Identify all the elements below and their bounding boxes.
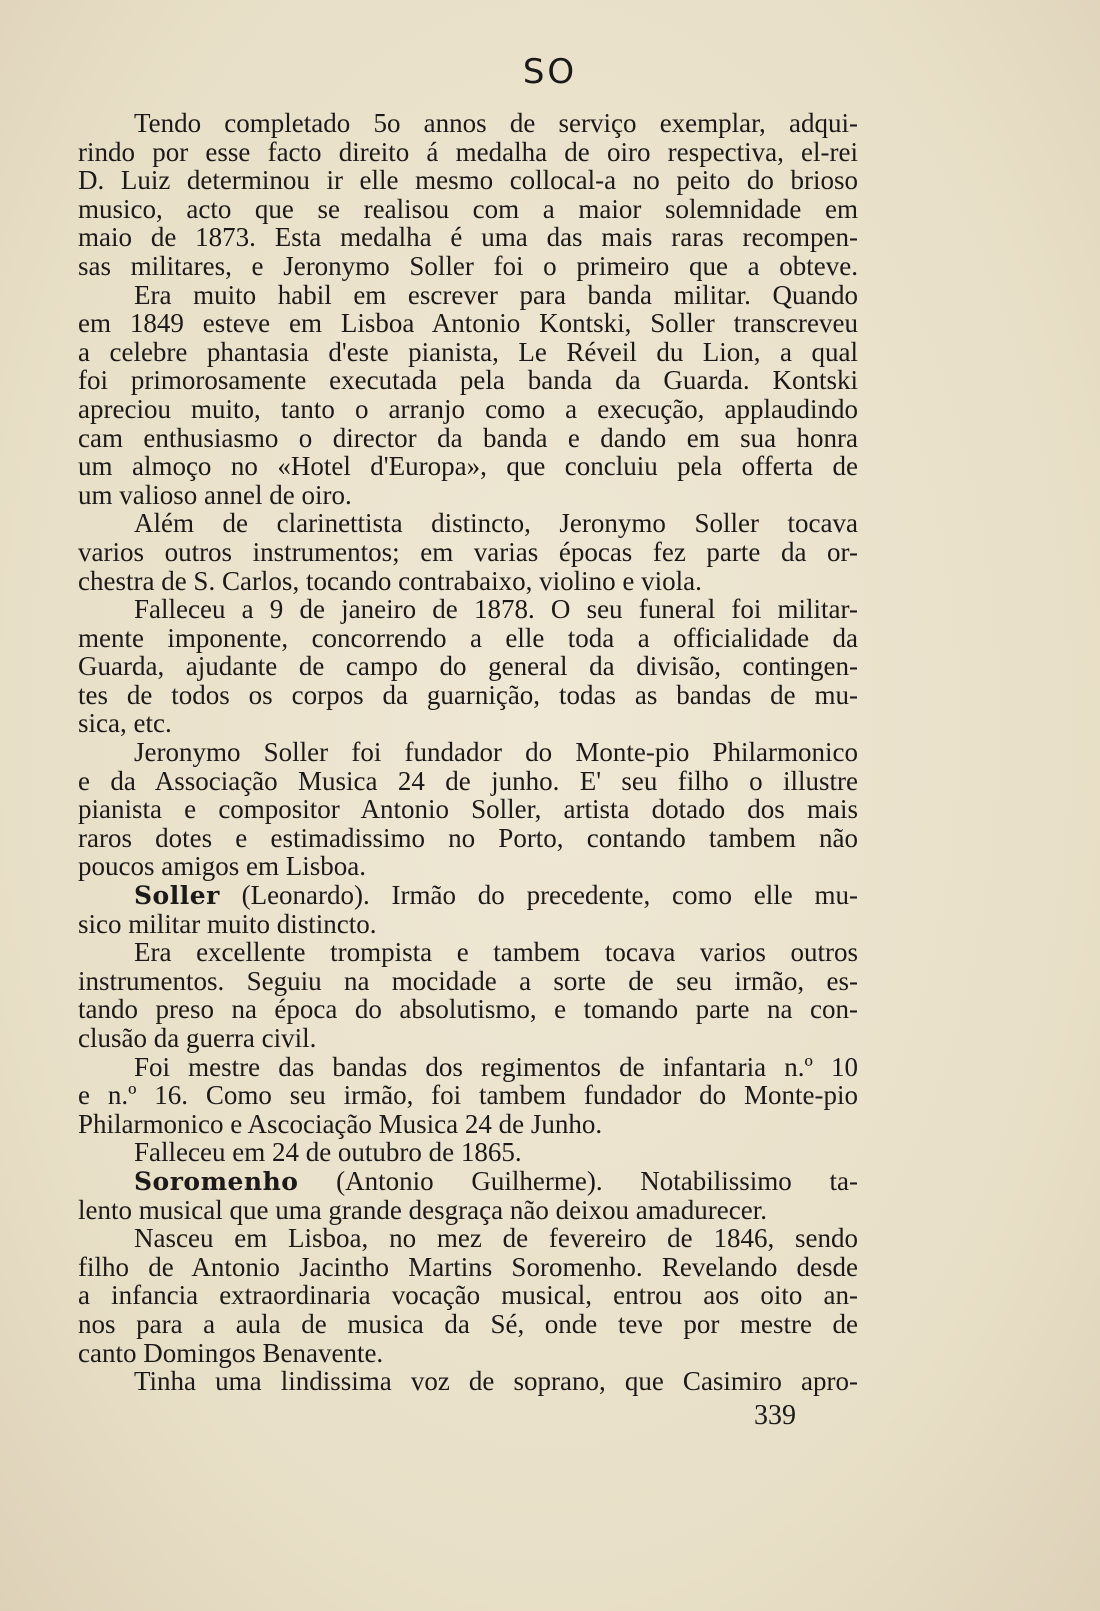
text-line bbox=[78, 1367, 858, 1396]
text-line bbox=[78, 681, 858, 710]
line-text: um valioso annel de oiro. bbox=[78, 479, 352, 510]
text-line bbox=[78, 309, 858, 338]
text-line bbox=[78, 824, 858, 853]
line-text: canto Domingos Benavente. bbox=[78, 1337, 384, 1368]
line-text: Philarmonico e Ascociação Musica 24 de Junho. bbox=[78, 1108, 603, 1139]
text-line bbox=[78, 652, 858, 681]
text-line bbox=[78, 1224, 858, 1253]
line-text: sas militares, e Jeronymo Soller foi o primeiro que a obteve. bbox=[78, 250, 858, 281]
text-line bbox=[78, 538, 858, 567]
text-line bbox=[78, 424, 858, 453]
line-text: sica, etc. bbox=[78, 708, 172, 739]
text-line bbox=[78, 938, 858, 967]
text-line bbox=[78, 709, 858, 738]
line-text: Falleceu a 9 de janeiro de 1878. O seu funeral foi militar- bbox=[134, 594, 858, 625]
line-text: Era muito habil em escrever para banda militar. Quando bbox=[134, 279, 858, 310]
text-line bbox=[78, 338, 858, 367]
text-line bbox=[78, 1281, 858, 1310]
text-line bbox=[78, 1024, 858, 1053]
line-text: Era excellente trompista e tambem tocava varios outros bbox=[134, 937, 858, 968]
line-text: rindo por esse facto direito á medalha de oiro respectiva, el-rei bbox=[78, 136, 858, 167]
text-line bbox=[78, 281, 858, 310]
text-line bbox=[78, 1138, 858, 1167]
text-line bbox=[78, 481, 858, 510]
text-line bbox=[78, 452, 858, 481]
line-text: poucos amigos em Lisboa. bbox=[78, 851, 366, 882]
text-line bbox=[78, 109, 858, 138]
text-line bbox=[78, 795, 858, 824]
line-text: pianista e compositor Antonio Soller, artista dotado dos mais bbox=[78, 794, 858, 825]
line-text: D. Luiz determinou ir elle mesmo collocal-a no peito do brioso bbox=[78, 165, 858, 196]
text-line bbox=[78, 223, 858, 252]
line-text: mente imponente, concorrendo a elle toda a officialidade da bbox=[78, 622, 858, 653]
line-text: Foi mestre das bandas dos regimentos de infantaria n.º 10 bbox=[134, 1051, 858, 1082]
text-line bbox=[78, 595, 858, 624]
line-text: em 1849 esteve em Lisboa Antonio Kontski, Soller transcreveu bbox=[78, 308, 858, 339]
line-text: nos para a aula de musica da Sé, onde teve por mestre de bbox=[78, 1308, 858, 1339]
text-line bbox=[78, 166, 858, 195]
text-line bbox=[78, 395, 858, 424]
line-text: e da Associação Musica 24 de junho. E' seu filho o illustre bbox=[78, 765, 858, 796]
line-text: clusão da guerra civil. bbox=[78, 1023, 317, 1053]
line-text: a infancia extraordinaria vocação musical, entrou aos oito an- bbox=[78, 1280, 858, 1311]
line-text: (Leonardo). Irmão do precedente, como elle mu- bbox=[219, 880, 858, 911]
text-line bbox=[78, 995, 858, 1024]
text-line bbox=[78, 1196, 858, 1225]
line-text: musico, acto que se realisou com a maior solemnidade em bbox=[78, 193, 858, 224]
line-text: raros dotes e estimadissimo no Porto, contando tambem não bbox=[78, 822, 858, 853]
text-line bbox=[78, 852, 858, 881]
page-number: 339 bbox=[754, 1400, 796, 1431]
text-line bbox=[78, 1339, 858, 1368]
line-text: apreciou muito, tanto o arranjo como a execução, applaudindo bbox=[78, 393, 858, 424]
text-line bbox=[78, 252, 858, 281]
line-text: sico militar muito distincto. bbox=[78, 908, 377, 939]
running-header: SO bbox=[522, 52, 578, 92]
text-line bbox=[78, 767, 858, 796]
body-text bbox=[78, 109, 858, 1396]
line-text: tes de todos os corpos da guarnição, todas as bandas de mu- bbox=[78, 679, 858, 710]
text-line bbox=[78, 967, 858, 996]
text-line bbox=[78, 1110, 858, 1139]
line-text: Jeronymo Soller foi fundador do Monte-pio Philarmonico bbox=[134, 737, 858, 768]
line-text: foi primorosamente executada pela banda da Guarda. Kontski bbox=[78, 365, 858, 396]
line-text: a celebre phantasia d'este pianista, Le Réveil du Lion, a qual bbox=[78, 336, 858, 367]
text-line bbox=[78, 509, 858, 538]
line-text: filho de Antonio Jacintho Martins Soromenho. Revelando desde bbox=[78, 1251, 858, 1282]
text-line bbox=[78, 1081, 858, 1110]
text-line bbox=[78, 1053, 858, 1082]
line-text: Nasceu em Lisboa, no mez de fevereiro de 1846, sendo bbox=[134, 1223, 858, 1254]
text-line bbox=[78, 1167, 858, 1196]
line-text: Falleceu em 24 de outubro de 1865. bbox=[134, 1137, 522, 1168]
line-text: maio de 1873. Esta medalha é uma das mais raras recompen- bbox=[78, 222, 858, 253]
line-text: Guarda, ajudante de campo do general da divisão, contingen- bbox=[78, 651, 858, 682]
text-line bbox=[78, 1310, 858, 1339]
entry-name: Soller bbox=[134, 881, 220, 911]
text-line bbox=[78, 738, 858, 767]
line-text: instrumentos. Seguiu na mocidade a sorte de seu irmão, es- bbox=[78, 965, 858, 996]
text-line bbox=[78, 567, 858, 596]
line-text: um almoço no «Hotel d'Europa», que concluiu pela offerta de bbox=[78, 451, 858, 482]
line-text: lento musical que uma grande desgraça não deixou amadurecer. bbox=[78, 1194, 767, 1225]
text-line bbox=[78, 1253, 858, 1282]
line-text: varios outros instrumentos; em varias épocas fez parte da or- bbox=[78, 536, 858, 567]
line-text: Além de clarinettista distincto, Jeronymo Soller tocava bbox=[134, 508, 858, 539]
line-text: cam enthusiasmo o director da banda e dando em sua honra bbox=[78, 422, 858, 453]
text-line bbox=[78, 195, 858, 224]
text-line bbox=[78, 366, 858, 395]
text-line bbox=[78, 910, 858, 939]
text-line bbox=[78, 624, 858, 653]
text-line bbox=[78, 138, 858, 167]
line-text: tando preso na época do absolutismo, e tomando parte na con- bbox=[78, 994, 858, 1025]
text-line bbox=[78, 881, 858, 910]
line-text: (Antonio Guilherme). Notabilissimo ta- bbox=[298, 1165, 858, 1196]
line-text: Tinha uma lindissima voz de soprano, que Casimiro apro- bbox=[134, 1366, 858, 1397]
line-text: Tendo completado 5o annos de serviço exemplar, adqui- bbox=[134, 108, 858, 138]
line-text: e n.º 16. Como seu irmão, foi tambem fundador do Monte-pio bbox=[78, 1080, 858, 1111]
line-text: chestra de S. Carlos, tocando contrabaixo, violino e viola. bbox=[78, 565, 702, 596]
entry-name: Soromenho bbox=[134, 1166, 299, 1196]
